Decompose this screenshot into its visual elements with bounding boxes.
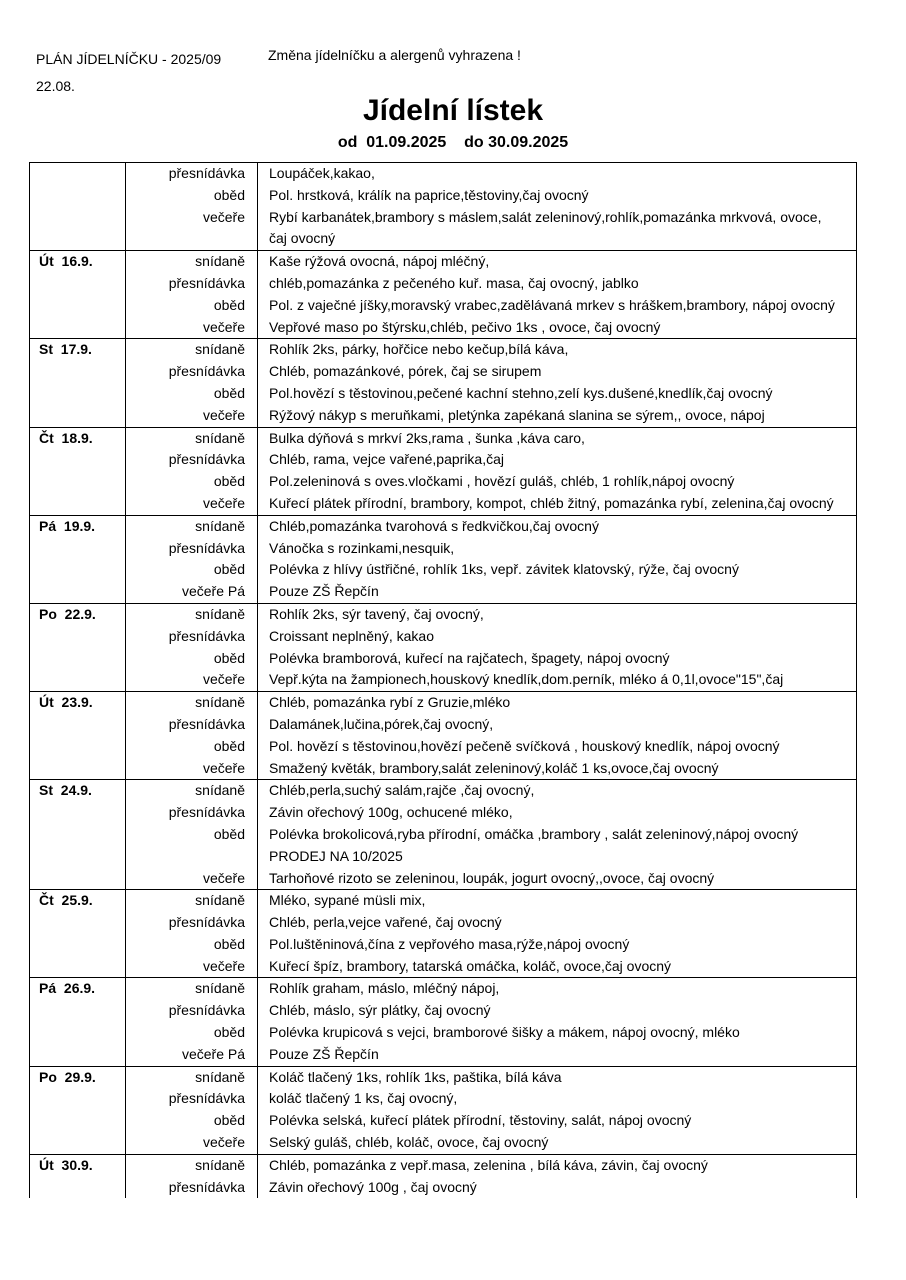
- day-cell-empty: [30, 1044, 126, 1066]
- meal-row: [30, 692, 857, 714]
- change-notice: Změna jídelníčku a alergenů vyhrazena !: [268, 47, 521, 63]
- day-cell-empty: [30, 648, 126, 670]
- day-cell-empty: [30, 934, 126, 956]
- meal-description: chléb,pomazánka z pečeného kuř. masa, čaj ovocný, jablko: [258, 273, 857, 295]
- meal-row: [30, 1044, 857, 1066]
- day-cell-empty: [30, 207, 126, 251]
- day-cell-empty: [30, 956, 126, 978]
- menu-table: [29, 162, 857, 1198]
- meal-description: Chléb,pomazánka tvarohová s ředkvičkou,čaj ovocný: [258, 515, 857, 537]
- meal-row: [30, 780, 857, 802]
- meal-row: [30, 515, 857, 537]
- meal-description: Pol.zeleninová s oves.vločkami , hovězí guláš, chléb, 1 rohlík,nápoj ovocný: [258, 471, 857, 493]
- meal-type: snídaně: [126, 427, 258, 449]
- day-cell-empty: [30, 273, 126, 295]
- meal-row: [30, 1022, 857, 1044]
- meal-row: [30, 956, 857, 978]
- meal-type: snídaně: [126, 1066, 258, 1088]
- meal-description: Polévka z hlívy ústřičné, rohlík 1ks, vepř. závitek klatovský, rýže, čaj ovocný: [258, 559, 857, 581]
- meal-row: [30, 581, 857, 603]
- meal-description: Pol. z vaječné jíšky,moravský vrabec,zadělávaná mrkev s hráškem,brambory, nápoj ovocný: [258, 295, 857, 317]
- meal-type: snídaně: [126, 251, 258, 273]
- meal-description: Pol. hovězí s těstovinou,hovězí pečeně svíčková , houskový knedlík, nápoj ovocný: [258, 736, 857, 758]
- meal-description: Rohlík 2ks, párky, hořčice nebo kečup,bílá káva,: [258, 339, 857, 361]
- day-cell-empty: [30, 581, 126, 603]
- meal-description: Vepřové maso po štýrsku,chléb, pečivo 1ks , ovoce, čaj ovocný: [258, 317, 857, 339]
- meal-description: Polévka brokolicová,ryba přírodní, omáčka ,brambory , salát zeleninový,nápoj ovocný PRODEJ NA 10/2025: [258, 824, 857, 868]
- meal-row: [30, 405, 857, 427]
- meal-row: [30, 934, 857, 956]
- day-cell-empty: [30, 714, 126, 736]
- meal-type: snídaně: [126, 780, 258, 802]
- meal-row: [30, 273, 857, 295]
- day-cell-empty: [30, 824, 126, 868]
- meal-row: [30, 669, 857, 691]
- meal-type: večeře: [126, 669, 258, 691]
- meal-description: Selský guláš, chléb, koláč, ovoce, čaj ovocný: [258, 1132, 857, 1154]
- meal-description: Vepř.kýta na žampionech,houskový knedlík,dom.perník, mléko á 0,1l,ovoce"15",čaj: [258, 669, 857, 691]
- plan-label: PLÁN JÍDELNÍČKU - 2025/09: [36, 51, 222, 67]
- day-label: St 17.9.: [30, 339, 126, 361]
- meal-row: [30, 251, 857, 273]
- meal-description: Chléb, perla,vejce vařené, čaj ovocný: [258, 912, 857, 934]
- meal-type: večeře: [126, 1132, 258, 1154]
- day-cell-empty: [30, 1022, 126, 1044]
- meal-row: [30, 317, 857, 339]
- meal-description: Pol.luštěninová,čína z vepřového masa,rýže,nápoj ovocný: [258, 934, 857, 956]
- meal-description: Závin ořechový 100g , čaj ovocný: [258, 1177, 857, 1199]
- meal-row: [30, 626, 857, 648]
- day-label: [30, 163, 126, 185]
- day-cell-empty: [30, 559, 126, 581]
- meal-row: [30, 824, 857, 868]
- day-cell-empty: [30, 758, 126, 780]
- meal-type: snídaně: [126, 890, 258, 912]
- meal-type: oběd: [126, 471, 258, 493]
- meal-type: oběd: [126, 934, 258, 956]
- meal-type: oběd: [126, 1110, 258, 1132]
- meal-type: oběd: [126, 295, 258, 317]
- meal-description: Koláč tlačený 1ks, rohlík 1ks, paštika, bílá káva: [258, 1066, 857, 1088]
- meal-row: [30, 449, 857, 471]
- meal-type: oběd: [126, 648, 258, 670]
- day-label: Po 22.9.: [30, 603, 126, 625]
- meal-description: Pol.hovězí s těstovinou,pečené kachní stehno,zelí kys.dušené,knedlík,čaj ovocný: [258, 383, 857, 405]
- meal-row: [30, 758, 857, 780]
- meal-description: Závin ořechový 100g, ochucené mléko,: [258, 802, 857, 824]
- meal-type: večeře: [126, 758, 258, 780]
- meal-row: [30, 1132, 857, 1154]
- day-cell-empty: [30, 626, 126, 648]
- day-cell-empty: [30, 295, 126, 317]
- day-cell-empty: [30, 317, 126, 339]
- day-cell-empty: [30, 538, 126, 560]
- day-cell-empty: [30, 1177, 126, 1199]
- meal-type: přesnídávka: [126, 714, 258, 736]
- meal-description: Pouze ZŠ Řepčín: [258, 581, 857, 603]
- day-cell-empty: [30, 1000, 126, 1022]
- meal-type: snídaně: [126, 1154, 258, 1176]
- meal-row: [30, 185, 857, 207]
- day-cell-empty: [30, 383, 126, 405]
- date-range: od 01.09.2025 do 30.09.2025: [337, 134, 569, 151]
- day-cell-empty: [30, 736, 126, 758]
- meal-type: večeře: [126, 956, 258, 978]
- meal-type: přesnídávka: [126, 1177, 258, 1199]
- meal-row: [30, 538, 857, 560]
- meal-type: oběd: [126, 1022, 258, 1044]
- meal-row: [30, 295, 857, 317]
- meal-type: snídaně: [126, 515, 258, 537]
- meal-row: [30, 559, 857, 581]
- meal-row: [30, 868, 857, 890]
- meal-row: [30, 736, 857, 758]
- meal-type: večeře: [126, 207, 258, 251]
- page-title: Jídelní lístek: [362, 94, 544, 127]
- meal-type: přesnídávka: [126, 626, 258, 648]
- meal-description: Mléko, sypané müsli mix,: [258, 890, 857, 912]
- meal-description: Pouze ZŠ Řepčín: [258, 1044, 857, 1066]
- day-cell-empty: [30, 1132, 126, 1154]
- meal-type: oběd: [126, 383, 258, 405]
- day-label: Čt 25.9.: [30, 890, 126, 912]
- meal-row: [30, 471, 857, 493]
- meal-description: Kaše rýžová ovocná, nápoj mléčný,: [258, 251, 857, 273]
- meal-type: přesnídávka: [126, 361, 258, 383]
- meal-row: [30, 427, 857, 449]
- meal-description: Chléb, rama, vejce vařené,paprika,čaj: [258, 449, 857, 471]
- day-cell-empty: [30, 868, 126, 890]
- meal-type: přesnídávka: [126, 273, 258, 295]
- day-label: Čt 18.9.: [30, 427, 126, 449]
- meal-type: snídaně: [126, 339, 258, 361]
- day-label: St 24.9.: [30, 780, 126, 802]
- meal-row: [30, 339, 857, 361]
- day-label: Út 23.9.: [30, 692, 126, 714]
- meal-description: Loupáček,kakao,: [258, 163, 857, 185]
- meal-description: Dalamánek,lučina,pórek,čaj ovocný,: [258, 714, 857, 736]
- meal-row: [30, 383, 857, 405]
- meal-row: [30, 1066, 857, 1088]
- meal-row: [30, 978, 857, 1000]
- meal-type: večeře: [126, 868, 258, 890]
- meal-row: [30, 493, 857, 515]
- meal-type: přesnídávka: [126, 163, 258, 185]
- meal-row: [30, 1000, 857, 1022]
- day-label: Pá 26.9.: [30, 978, 126, 1000]
- meal-description: Smažený květák, brambory,salát zeleninový,koláč 1 ks,ovoce,čaj ovocný: [258, 758, 857, 780]
- meal-type: přesnídávka: [126, 449, 258, 471]
- meal-type: večeře Pá: [126, 581, 258, 603]
- meal-description: Kuřecí špíz, brambory, tatarská omáčka, koláč, ovoce,čaj ovocný: [258, 956, 857, 978]
- meal-description: Chléb, pomazánka rybí z Gruzie,mléko: [258, 692, 857, 714]
- meal-row: [30, 207, 857, 251]
- meal-description: Polévka bramborová, kuřecí na rajčatech, špagety, nápoj ovocný: [258, 648, 857, 670]
- meal-row: [30, 1177, 857, 1199]
- day-label: Pá 19.9.: [30, 515, 126, 537]
- day-cell-empty: [30, 185, 126, 207]
- meal-row: [30, 890, 857, 912]
- meal-description: Rýžový nákyp s meruňkami, pletýnka zapékaná slanina se sýrem,, ovoce, nápoj: [258, 405, 857, 427]
- meal-type: přesnídávka: [126, 1088, 258, 1110]
- day-cell-empty: [30, 361, 126, 383]
- meal-row: [30, 1154, 857, 1176]
- meal-type: snídaně: [126, 603, 258, 625]
- meal-row: [30, 1088, 857, 1110]
- meal-row: [30, 163, 857, 185]
- meal-description: Rohlík 2ks, sýr tavený, čaj ovocný,: [258, 603, 857, 625]
- meal-type: přesnídávka: [126, 1000, 258, 1022]
- meal-row: [30, 912, 857, 934]
- meal-description: Rybí karbanátek,brambory s máslem,salát zeleninový,rohlík,pomazánka mrkvová, ovoce, čaj ovocný: [258, 207, 857, 251]
- plan-date: 22.08.: [36, 78, 75, 94]
- meal-type: přesnídávka: [126, 912, 258, 934]
- meal-type: snídaně: [126, 692, 258, 714]
- menu-body: [30, 163, 857, 1199]
- day-cell-empty: [30, 493, 126, 515]
- meal-description: Chléb, máslo, sýr plátky, čaj ovocný: [258, 1000, 857, 1022]
- meal-row: [30, 1110, 857, 1132]
- meal-type: přesnídávka: [126, 802, 258, 824]
- meal-type: přesnídávka: [126, 538, 258, 560]
- day-cell-empty: [30, 1088, 126, 1110]
- day-label: Po 29.9.: [30, 1066, 126, 1088]
- meal-description: Croissant neplněný, kakao: [258, 626, 857, 648]
- meal-type: oběd: [126, 824, 258, 868]
- meal-type: snídaně: [126, 978, 258, 1000]
- meal-description: Chléb, pomazánka z vepř.masa, zelenina , bílá káva, závin, čaj ovocný: [258, 1154, 857, 1176]
- meal-type: večeře: [126, 493, 258, 515]
- meal-description: Chléb, pomazánkové, pórek, čaj se sirupem: [258, 361, 857, 383]
- meal-type: večeře: [126, 317, 258, 339]
- day-cell-empty: [30, 471, 126, 493]
- meal-description: Polévka selská, kuřecí plátek přírodní, těstoviny, salát, nápoj ovocný: [258, 1110, 857, 1132]
- day-cell-empty: [30, 802, 126, 824]
- day-cell-empty: [30, 669, 126, 691]
- meal-description: koláč tlačený 1 ks, čaj ovocný,: [258, 1088, 857, 1110]
- meal-type: oběd: [126, 185, 258, 207]
- meal-description: Pol. hrstková, králík na paprice,těstoviny,čaj ovocný: [258, 185, 857, 207]
- meal-description: Bulka dýňová s mrkví 2ks,rama , šunka ,káva caro,: [258, 427, 857, 449]
- meal-type: večeře: [126, 405, 258, 427]
- meal-row: [30, 648, 857, 670]
- day-cell-empty: [30, 405, 126, 427]
- meal-description: Vánočka s rozinkami,nesquik,: [258, 538, 857, 560]
- meal-description: Tarhoňové rizoto se zeleninou, loupák, jogurt ovocný,,ovoce, čaj ovocný: [258, 868, 857, 890]
- meal-description: Kuřecí plátek přírodní, brambory, kompot, chléb žitný, pomazánka rybí, zelenina,čaj ovocný: [258, 493, 857, 515]
- meal-row: [30, 802, 857, 824]
- day-cell-empty: [30, 1110, 126, 1132]
- meal-row: [30, 603, 857, 625]
- day-cell-empty: [30, 912, 126, 934]
- day-label: Út 16.9.: [30, 251, 126, 273]
- day-cell-empty: [30, 449, 126, 471]
- meal-row: [30, 361, 857, 383]
- meal-row: [30, 714, 857, 736]
- day-label: Út 30.9.: [30, 1154, 126, 1176]
- meal-description: Rohlík graham, máslo, mléčný nápoj,: [258, 978, 857, 1000]
- meal-description: Polévka krupicová s vejci, bramborové šišky a mákem, nápoj ovocný, mléko: [258, 1022, 857, 1044]
- meal-description: Chléb,perla,suchý salám,rajče ,čaj ovocný,: [258, 780, 857, 802]
- meal-type: večeře Pá: [126, 1044, 258, 1066]
- meal-type: oběd: [126, 559, 258, 581]
- meal-type: oběd: [126, 736, 258, 758]
